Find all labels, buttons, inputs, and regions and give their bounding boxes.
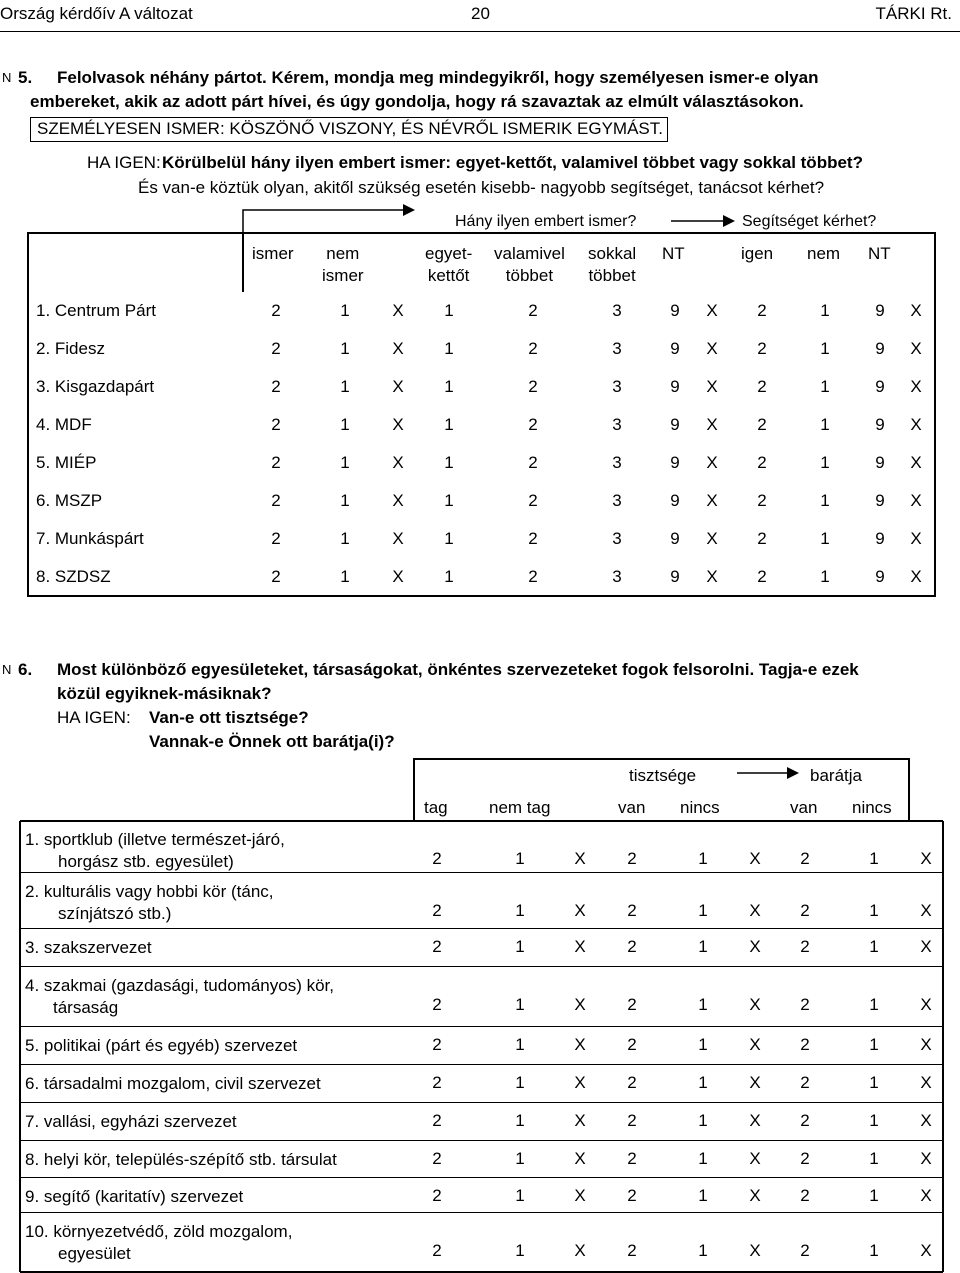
q6-line2: közül egyiknek-másiknak?: [57, 684, 272, 703]
q6-answer-code[interactable]: 2: [432, 937, 442, 956]
q5-answer-code[interactable]: 2: [528, 453, 538, 472]
q6-group-baratja: barátja: [810, 766, 862, 785]
q5-answer-code[interactable]: 1: [444, 567, 454, 586]
q5-answer-code[interactable]: 9: [670, 529, 680, 548]
q6-answer-code[interactable]: X: [920, 1241, 932, 1260]
q5-answer-code[interactable]: 1: [444, 491, 454, 510]
q6-answer-code[interactable]: 1: [698, 1073, 708, 1092]
q6-answer-code[interactable]: 2: [627, 937, 637, 956]
q5-haigen-text: Körülbelül hány ilyen embert ismer: egyet-kettőt, valamivel többet vagy sokkal többet?: [162, 153, 863, 172]
q6-answer-code[interactable]: X: [749, 1149, 761, 1168]
q6-answer-code[interactable]: 1: [869, 849, 879, 868]
q5-answer-code[interactable]: 9: [875, 415, 885, 434]
q6-answer-code[interactable]: X: [574, 849, 586, 868]
q6-answer-code[interactable]: X: [920, 849, 932, 868]
q5-answer-code[interactable]: 3: [612, 377, 622, 396]
q6-answer-code[interactable]: 1: [698, 1111, 708, 1130]
q5-answer-code[interactable]: X: [910, 529, 922, 548]
q6-row-label: 8. helyi kör, település-szépítő stb. társulat: [25, 1150, 337, 1169]
q6-col-van: van: [618, 798, 646, 817]
q6-col-nincs: nincs: [680, 798, 720, 817]
q5-answer-code[interactable]: 2: [528, 415, 538, 434]
q5-answer-code[interactable]: X: [392, 453, 404, 472]
q5-row-label: 3. Kisgazdapárt: [36, 377, 155, 396]
q6-row-divider: [20, 928, 943, 929]
q5-interviewer-note: SZEMÉLYESEN ISMER: KÖSZÖNŐ VISZONY, ÉS NÉVRŐL ISMERIK EGYMÁST.: [30, 117, 668, 142]
q5-answer-code[interactable]: X: [706, 453, 718, 472]
q6-row-label: 4. szakmai (gazdasági, tudományos) kör,: [25, 976, 334, 995]
q6-answer-code[interactable]: X: [920, 1149, 932, 1168]
q5-answer-code[interactable]: 1: [444, 301, 454, 320]
q6-answer-code[interactable]: 2: [627, 1035, 637, 1054]
q6-row-label: 5. politikai (párt és egyéb) szervezet: [25, 1036, 298, 1055]
q6-row-divider: [20, 872, 943, 873]
q6-answer-code[interactable]: X: [749, 1186, 761, 1205]
q6-answer-code[interactable]: 1: [869, 937, 879, 956]
q5-answer-code[interactable]: 2: [271, 529, 281, 548]
q5-answer-code[interactable]: 9: [875, 301, 885, 320]
q5-answer-code[interactable]: 2: [271, 567, 281, 586]
q5-answer-code[interactable]: 9: [875, 339, 885, 358]
q6-answer-code[interactable]: 2: [627, 1111, 637, 1130]
q6-answer-code[interactable]: X: [749, 849, 761, 868]
q6-row-divider: [20, 966, 943, 967]
page-number: 20: [471, 4, 490, 23]
q6-answer-code[interactable]: 2: [627, 1073, 637, 1092]
q6-row-label: 9. segítő (karitatív) szervezet: [25, 1187, 244, 1206]
q6-row-divider: [20, 1064, 943, 1065]
q6-row-label-cont: színjátszó stb.): [58, 904, 172, 923]
q6-answer-code[interactable]: 1: [515, 1149, 525, 1168]
q5-answer-code[interactable]: 2: [271, 453, 281, 472]
q6-answer-code[interactable]: 2: [800, 901, 810, 920]
q6-answer-code[interactable]: 2: [800, 849, 810, 868]
q5-answer-code[interactable]: X: [392, 339, 404, 358]
q5-answer-code[interactable]: 9: [875, 567, 885, 586]
q5-answer-code[interactable]: 1: [820, 377, 830, 396]
q5-answer-code[interactable]: X: [910, 301, 922, 320]
q5-answer-code[interactable]: X: [910, 339, 922, 358]
q6-answer-code[interactable]: X: [574, 1073, 586, 1092]
q6-answer-code[interactable]: 1: [515, 1111, 525, 1130]
q5-answer-code[interactable]: 2: [757, 453, 767, 472]
q6-answer-code[interactable]: X: [574, 1149, 586, 1168]
q6-answer-code[interactable]: X: [574, 995, 586, 1014]
q6-answer-code[interactable]: 2: [627, 849, 637, 868]
q5-answer-code[interactable]: X: [706, 491, 718, 510]
q5-answer-code[interactable]: 1: [444, 453, 454, 472]
q5-answer-code[interactable]: 1: [340, 567, 350, 586]
q5-group-hany: Hány ilyen embert ismer?: [455, 213, 637, 230]
q5-answer-code[interactable]: 2: [528, 567, 538, 586]
q6-answer-code[interactable]: 2: [627, 901, 637, 920]
q6-answer-code[interactable]: X: [920, 1186, 932, 1205]
q5-answer-code[interactable]: X: [706, 415, 718, 434]
q6-answer-code[interactable]: 2: [800, 1111, 810, 1130]
q5-answer-code[interactable]: 1: [340, 301, 350, 320]
q6-col-van2: van: [790, 798, 818, 817]
q6-answer-code[interactable]: 1: [515, 849, 525, 868]
q5-answer-code[interactable]: 2: [271, 301, 281, 320]
q5-answer-code[interactable]: X: [706, 339, 718, 358]
q6-answer-code[interactable]: 1: [869, 1073, 879, 1092]
q6-row-label: 7. vallási, egyházi szervezet: [25, 1112, 237, 1131]
q5-row-label: 7. Munkáspárt: [36, 529, 144, 548]
q5-col-nt: NT: [662, 244, 685, 263]
q5-answer-code[interactable]: 9: [670, 415, 680, 434]
q5-answer-code[interactable]: 1: [340, 339, 350, 358]
q5-answer-code[interactable]: 9: [875, 529, 885, 548]
q6-haigen-q1: Van-e ott tisztsége?: [149, 708, 309, 727]
q6-answer-code[interactable]: 2: [800, 1241, 810, 1260]
q5-answer-code[interactable]: 1: [340, 415, 350, 434]
q6-row-divider: [20, 1102, 943, 1103]
q5-answer-code[interactable]: 2: [757, 301, 767, 320]
q5-number: 5.: [18, 68, 33, 87]
q5-answer-code[interactable]: 9: [875, 377, 885, 396]
q6-answer-code[interactable]: 1: [869, 1149, 879, 1168]
q5-answer-code[interactable]: 1: [444, 339, 454, 358]
q6-answer-code[interactable]: 2: [432, 1035, 442, 1054]
q6-answer-code[interactable]: 1: [869, 1241, 879, 1260]
q5-answer-code[interactable]: 1: [820, 339, 830, 358]
q6-answer-code[interactable]: 1: [869, 1186, 879, 1205]
q5-row-label: 4. MDF: [36, 415, 92, 434]
q5-answer-code[interactable]: 9: [875, 491, 885, 510]
q6-answer-code[interactable]: X: [920, 1111, 932, 1130]
q6-answer-code[interactable]: 1: [698, 901, 708, 920]
q5-row-label: 1. Centrum Párt: [36, 301, 156, 320]
q6-answer-code[interactable]: X: [920, 995, 932, 1014]
q5-answer-code[interactable]: 1: [820, 301, 830, 320]
q6-answer-code[interactable]: 2: [627, 1149, 637, 1168]
q5-col-nem-ismer: nem ismer: [322, 244, 364, 285]
q5-row-label: 6. MSZP: [36, 491, 103, 510]
q6-answer-code[interactable]: 2: [800, 1149, 810, 1168]
q5-line1: Felolvasok néhány pártot. Kérem, mondja meg mindegyikről, hogy személyesen ismer-e olyan: [57, 68, 819, 87]
q6-line1: Most különböző egyesületeket, társaságokat, önkéntes szervezeteket fogok felsorolni. Tagja-e ezek: [57, 660, 859, 679]
q6-answer-code[interactable]: 1: [698, 849, 708, 868]
q6-col-tag: tag: [424, 798, 448, 817]
q6-answer-code[interactable]: X: [574, 1035, 586, 1054]
q6-answer-code[interactable]: X: [920, 937, 932, 956]
q6-answer-code[interactable]: 1: [698, 1149, 708, 1168]
q6-answer-code[interactable]: 1: [515, 901, 525, 920]
q5-answer-code[interactable]: X: [706, 567, 718, 586]
q5-answer-code[interactable]: 1: [820, 491, 830, 510]
q5-answer-code[interactable]: X: [910, 377, 922, 396]
q5-answer-code[interactable]: 2: [271, 491, 281, 510]
q6-row-label: 10. környezetvédő, zöld mozgalom,: [25, 1222, 293, 1241]
q6-answer-code[interactable]: 1: [869, 1035, 879, 1054]
q6-answer-code[interactable]: 1: [698, 937, 708, 956]
q6-answer-code[interactable]: 2: [800, 1186, 810, 1205]
q5-row-label: 2. Fidesz: [36, 339, 105, 358]
q5-answer-code[interactable]: 9: [670, 453, 680, 472]
q5-answer-code[interactable]: 1: [340, 529, 350, 548]
q5-col-valamivel-tobbet: valamivel többet: [494, 244, 565, 285]
q5-answer-code[interactable]: 3: [612, 301, 622, 320]
q5-marker: N: [2, 70, 12, 85]
q5-answer-code[interactable]: X: [706, 301, 718, 320]
q5-answer-code[interactable]: 3: [612, 567, 622, 586]
q5-answer-code[interactable]: 2: [757, 339, 767, 358]
q6-row-label: 3. szakszervezet: [25, 938, 152, 957]
q5-answer-code[interactable]: X: [392, 415, 404, 434]
q6-answer-code[interactable]: X: [574, 937, 586, 956]
q6-answer-code[interactable]: X: [574, 1111, 586, 1130]
q6-answer-code[interactable]: 2: [800, 1035, 810, 1054]
q6-answer-code[interactable]: X: [749, 1035, 761, 1054]
q5-answer-code[interactable]: 2: [271, 415, 281, 434]
q5-answer-code[interactable]: 9: [670, 339, 680, 358]
q5-answer-code[interactable]: 9: [670, 567, 680, 586]
q6-answer-code[interactable]: X: [574, 901, 586, 920]
q5-col-nem: nem: [807, 244, 841, 263]
q5-answer-code[interactable]: X: [910, 415, 922, 434]
q6-answer-code[interactable]: 1: [698, 1186, 708, 1205]
q5-answer-code[interactable]: 2: [528, 529, 538, 548]
q6-answer-code[interactable]: 1: [515, 1035, 525, 1054]
q6-answer-code[interactable]: X: [574, 1241, 586, 1260]
q5-col-nt2: NT: [868, 244, 891, 263]
q6-row-label: 2. kulturális vagy hobbi kör (tánc,: [25, 882, 274, 901]
q5-row-label: 5. MIÉP: [36, 453, 97, 472]
q6-answer-code[interactable]: 1: [698, 995, 708, 1014]
q5-answer-code[interactable]: 3: [612, 339, 622, 358]
q6-haigen-q2: Vannak-e Önnek ott barátja(i)?: [149, 732, 395, 751]
q6-answer-code[interactable]: 2: [432, 1241, 442, 1260]
q6-answer-code[interactable]: 2: [432, 1111, 442, 1130]
q5-line2: embereket, akik az adott párt hívei, és úgy gondolja, hogy rá szavaztak az elmúlt választásokon.: [30, 92, 804, 111]
q6-row-divider: [20, 1212, 943, 1213]
q6-answer-code[interactable]: X: [574, 1186, 586, 1205]
q6-answer-code[interactable]: 1: [515, 937, 525, 956]
q5-answer-code[interactable]: 1: [820, 453, 830, 472]
q5-answer-code[interactable]: 9: [670, 301, 680, 320]
q5-haigen-prefix: HA IGEN:: [87, 153, 161, 172]
q6-answer-code[interactable]: 2: [432, 901, 442, 920]
q5-answer-code[interactable]: 3: [612, 415, 622, 434]
q5-answer-code[interactable]: X: [910, 491, 922, 510]
q6-haigen-prefix: HA IGEN:: [57, 708, 131, 727]
q5-answer-code[interactable]: 2: [528, 339, 538, 358]
q6-answer-code[interactable]: 1: [515, 1241, 525, 1260]
q6-answer-code[interactable]: X: [749, 937, 761, 956]
q5-answer-code[interactable]: 9: [670, 377, 680, 396]
q5-answer-code[interactable]: X: [910, 567, 922, 586]
q5-answer-code[interactable]: X: [706, 377, 718, 396]
q5-col-ismer: ismer: [252, 244, 294, 263]
q6-answer-code[interactable]: X: [749, 995, 761, 1014]
q6-row-divider: [20, 1140, 943, 1141]
q5-answer-code[interactable]: X: [392, 301, 404, 320]
q6-answer-code[interactable]: 2: [800, 937, 810, 956]
q6-group-tisztsege: tisztsége: [629, 766, 697, 785]
q6-answer-code[interactable]: 2: [432, 849, 442, 868]
q6-answer-code[interactable]: 1: [869, 1111, 879, 1130]
q5-answer-code[interactable]: 2: [757, 529, 767, 548]
q6-answer-code[interactable]: 2: [432, 1073, 442, 1092]
q5-answer-code[interactable]: 1: [340, 453, 350, 472]
q5-answer-code[interactable]: 2: [757, 491, 767, 510]
q5-answer-code[interactable]: 9: [875, 453, 885, 472]
header-right: TÁRKI Rt.: [875, 4, 952, 23]
q5-answer-code[interactable]: 2: [528, 301, 538, 320]
q6-answer-code[interactable]: X: [749, 1073, 761, 1092]
q6-answer-code[interactable]: 1: [515, 1073, 525, 1092]
q6-answer-code[interactable]: X: [749, 1241, 761, 1260]
q5-answer-code[interactable]: X: [706, 529, 718, 548]
q6-answer-code[interactable]: X: [749, 901, 761, 920]
q6-row-label-cont: társaság: [53, 998, 119, 1017]
q5-answer-code[interactable]: 1: [340, 377, 350, 396]
q5-answer-code[interactable]: 2: [757, 415, 767, 434]
q5-answer-code[interactable]: X: [392, 491, 404, 510]
q5-answer-code[interactable]: 1: [820, 415, 830, 434]
q5-answer-code[interactable]: 2: [271, 377, 281, 396]
q5-answer-code[interactable]: 3: [612, 529, 622, 548]
q6-answer-code[interactable]: 1: [698, 1035, 708, 1054]
q5-answer-code[interactable]: X: [392, 529, 404, 548]
q6-col-nem-tag: nem tag: [489, 798, 551, 817]
header-left: Ország kérdőív A változat: [0, 4, 193, 23]
q5-answer-code[interactable]: 1: [820, 529, 830, 548]
q6-answer-code[interactable]: 1: [515, 1186, 525, 1205]
q6-row-divider: [20, 1177, 943, 1178]
q5-answer-code[interactable]: 1: [340, 491, 350, 510]
q5-answer-code[interactable]: 2: [271, 339, 281, 358]
q6-row-label: 6. társadalmi mozgalom, civil szervezet: [25, 1074, 321, 1093]
q5-answer-code[interactable]: X: [910, 453, 922, 472]
q5-line5: És van-e köztük olyan, akitől szükség esetén kisebb- nagyobb segítséget, tanácsot kérhet?: [138, 178, 825, 197]
q6-row-label-cont: egyesület: [58, 1244, 131, 1263]
q6-answer-code[interactable]: 2: [432, 1149, 442, 1168]
q6-marker: N: [2, 662, 12, 677]
q6-answer-code[interactable]: X: [920, 901, 932, 920]
q6-answer-code[interactable]: 2: [432, 995, 442, 1014]
q5-answer-code[interactable]: 1: [820, 567, 830, 586]
q6-answer-code[interactable]: 1: [515, 995, 525, 1014]
q5-col-igen: igen: [741, 244, 774, 263]
q5-answer-code[interactable]: X: [392, 567, 404, 586]
q5-answer-code[interactable]: 1: [444, 377, 454, 396]
q5-answer-code[interactable]: 3: [612, 491, 622, 510]
q6-number: 6.: [18, 660, 33, 679]
q6-row-label: 1. sportklub (illetve természet-járó,: [25, 830, 285, 849]
q6-col-nincs2: nincs: [852, 798, 892, 817]
q6-answer-code[interactable]: 2: [627, 995, 637, 1014]
q6-answer-code[interactable]: X: [749, 1111, 761, 1130]
q6-answer-code[interactable]: 2: [627, 1241, 637, 1260]
q5-row-label: 8. SZDSZ: [36, 567, 111, 586]
q6-answer-code[interactable]: 1: [869, 995, 879, 1014]
q5-group-segitseg: Segítséget kérhet?: [742, 213, 877, 230]
q6-answer-code[interactable]: 2: [800, 995, 810, 1014]
q5-answer-code[interactable]: 9: [670, 491, 680, 510]
q5-answer-code[interactable]: 2: [757, 567, 767, 586]
q5-answer-code[interactable]: 1: [444, 415, 454, 434]
q5-answer-code[interactable]: 2: [528, 377, 538, 396]
q5-col-sokkal-tobbet: sokkal többet: [588, 244, 637, 285]
q6-answer-code[interactable]: 2: [627, 1186, 637, 1205]
q5-col-egyet-kettot: egyet- kettőt: [425, 244, 473, 285]
q5-answer-code[interactable]: 2: [757, 377, 767, 396]
q6-answer-code[interactable]: 2: [800, 1073, 810, 1092]
q6-row-divider: [20, 1026, 943, 1027]
q5-answer-code[interactable]: 2: [528, 491, 538, 510]
q5-answer-code[interactable]: X: [392, 377, 404, 396]
q6-answer-code[interactable]: 2: [432, 1186, 442, 1205]
q6-row-label-cont: horgász stb. egyesület): [58, 852, 234, 871]
q5-answer-code[interactable]: 3: [612, 453, 622, 472]
q6-answer-code[interactable]: X: [920, 1035, 932, 1054]
q6-answer-code[interactable]: 1: [869, 901, 879, 920]
q6-answer-code[interactable]: X: [920, 1073, 932, 1092]
q5-answer-code[interactable]: 1: [444, 529, 454, 548]
q6-answer-code[interactable]: 1: [698, 1241, 708, 1260]
